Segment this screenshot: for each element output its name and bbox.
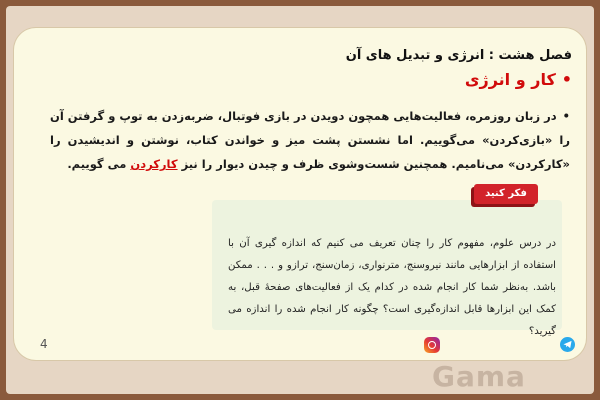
bullet-icon: •	[562, 109, 570, 123]
body-paragraph	[50, 104, 570, 176]
instagram-lens	[428, 341, 436, 349]
body-highlight: کارکردن	[130, 157, 178, 171]
telegram-plane-icon	[563, 340, 572, 349]
section-heading	[465, 70, 572, 89]
chapter-title: فصل هشت : انرژی و تبدیل های آن	[345, 48, 572, 63]
telegram-icon[interactable]	[560, 337, 575, 352]
watermark-logo: Gama	[432, 360, 526, 393]
think-badge: فکر کنید	[474, 184, 538, 204]
instagram-icon[interactable]	[424, 337, 440, 353]
page-number: 4	[40, 337, 48, 351]
body-text-before: در زبان روزمره، فعالیت‌هایی همچون دویدن در بازی فوتبال، ضربه‌زدن به توپ و گرفتن آن را «بازی‌کردن» می‌گوییم. اما نشستن پشت میز و خواندن کتاب، نوشتن و اندیشیدن را «کارکردن» می‌نامیم. همچنین شست‌وشوی ظرف و چیدن دیوار را نیز	[50, 109, 570, 171]
bullet-icon: •	[561, 70, 572, 89]
think-text: در درس علوم، مفهوم کار را چنان تعریف می کنیم که اندازه گیری آن با استفاده از ابزارهایی مانند نیروسنج، مترنواری، زمان‌سنج، ترازو و . . . ممکن باشد. به‌نظر شما کار انجام شده در کدام یک از فعالیت‌های صفحهٔ قبل، به کمک این ابزارها قابل اندازه‌گیری است؟ چگونه کار انجام شده را اندازه می گیرید؟	[228, 238, 556, 337]
section-heading-text: کار و انرژی	[464, 70, 556, 89]
body-text-after: می گوییم.	[67, 157, 131, 171]
